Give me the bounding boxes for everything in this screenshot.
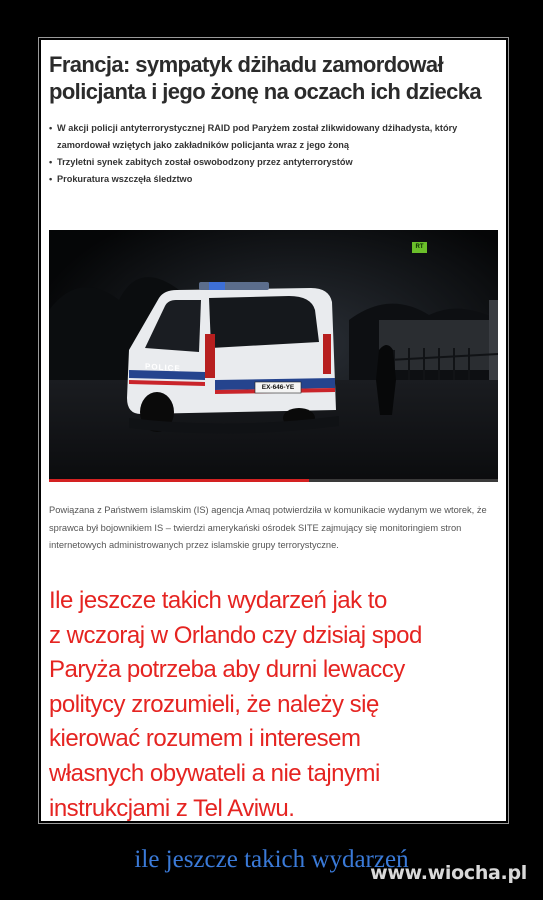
- article-caption: Powiązana z Państwem islamskim (IS) agencja Amaq potwierdziła w komunikacie wydanym we wtorek, że sprawca był bojownikiem IS – twierdzi amerykański ośrodek SITE zajmujący się monitoringiem stron internetowych administrowanych przez islamskie grupy terrorystyczne.: [49, 505, 487, 550]
- police-car-photo: [49, 230, 498, 482]
- car-police-text: POLICE: [145, 361, 181, 374]
- rt-badge: RT: [412, 242, 427, 253]
- bullet-item: • Prokuratura wszczęła śledztwo: [49, 171, 499, 188]
- article-bullets: [49, 120, 499, 188]
- demotivator-frame: [38, 37, 509, 824]
- bullet-item: • W akcji policji antyterrorystycznej RAID pod Paryżem został zlikwidowany dżihadysta, który zamordował wziętych jako zakładników policjanta wraz z jego żoną: [49, 120, 499, 154]
- car-license-plate: EX-646-YE: [261, 384, 295, 391]
- video-progress-fill: [49, 479, 309, 482]
- demotivator-comment: Ile jeszcze takich wydarzeń jak to z wczoraj w Orlando czy dzisiaj spod Paryża potrzeba aby durni lewaccy politycy zrozumieli, że należy się kierować rozumem i interesem własnych obywateli a nie tajnymi instrukcjami z Tel Aviwu.: [49, 587, 422, 821]
- article-card: [41, 40, 506, 821]
- demotivator-title: ile jeszcze takich wydarzeń: [134, 846, 409, 873]
- article-headline: Francja: sympatyk dżihadu zamordował policjanta i jego żonę na oczach ich dziecka: [49, 52, 482, 104]
- video-progress-track[interactable]: [49, 479, 498, 482]
- site-watermark: www.wiocha.pl: [370, 862, 527, 884]
- bullet-item: • Trzyletni synek zabitych został oswobodzony przez antyterrorystów: [49, 154, 499, 171]
- article-photo[interactable]: [49, 230, 498, 482]
